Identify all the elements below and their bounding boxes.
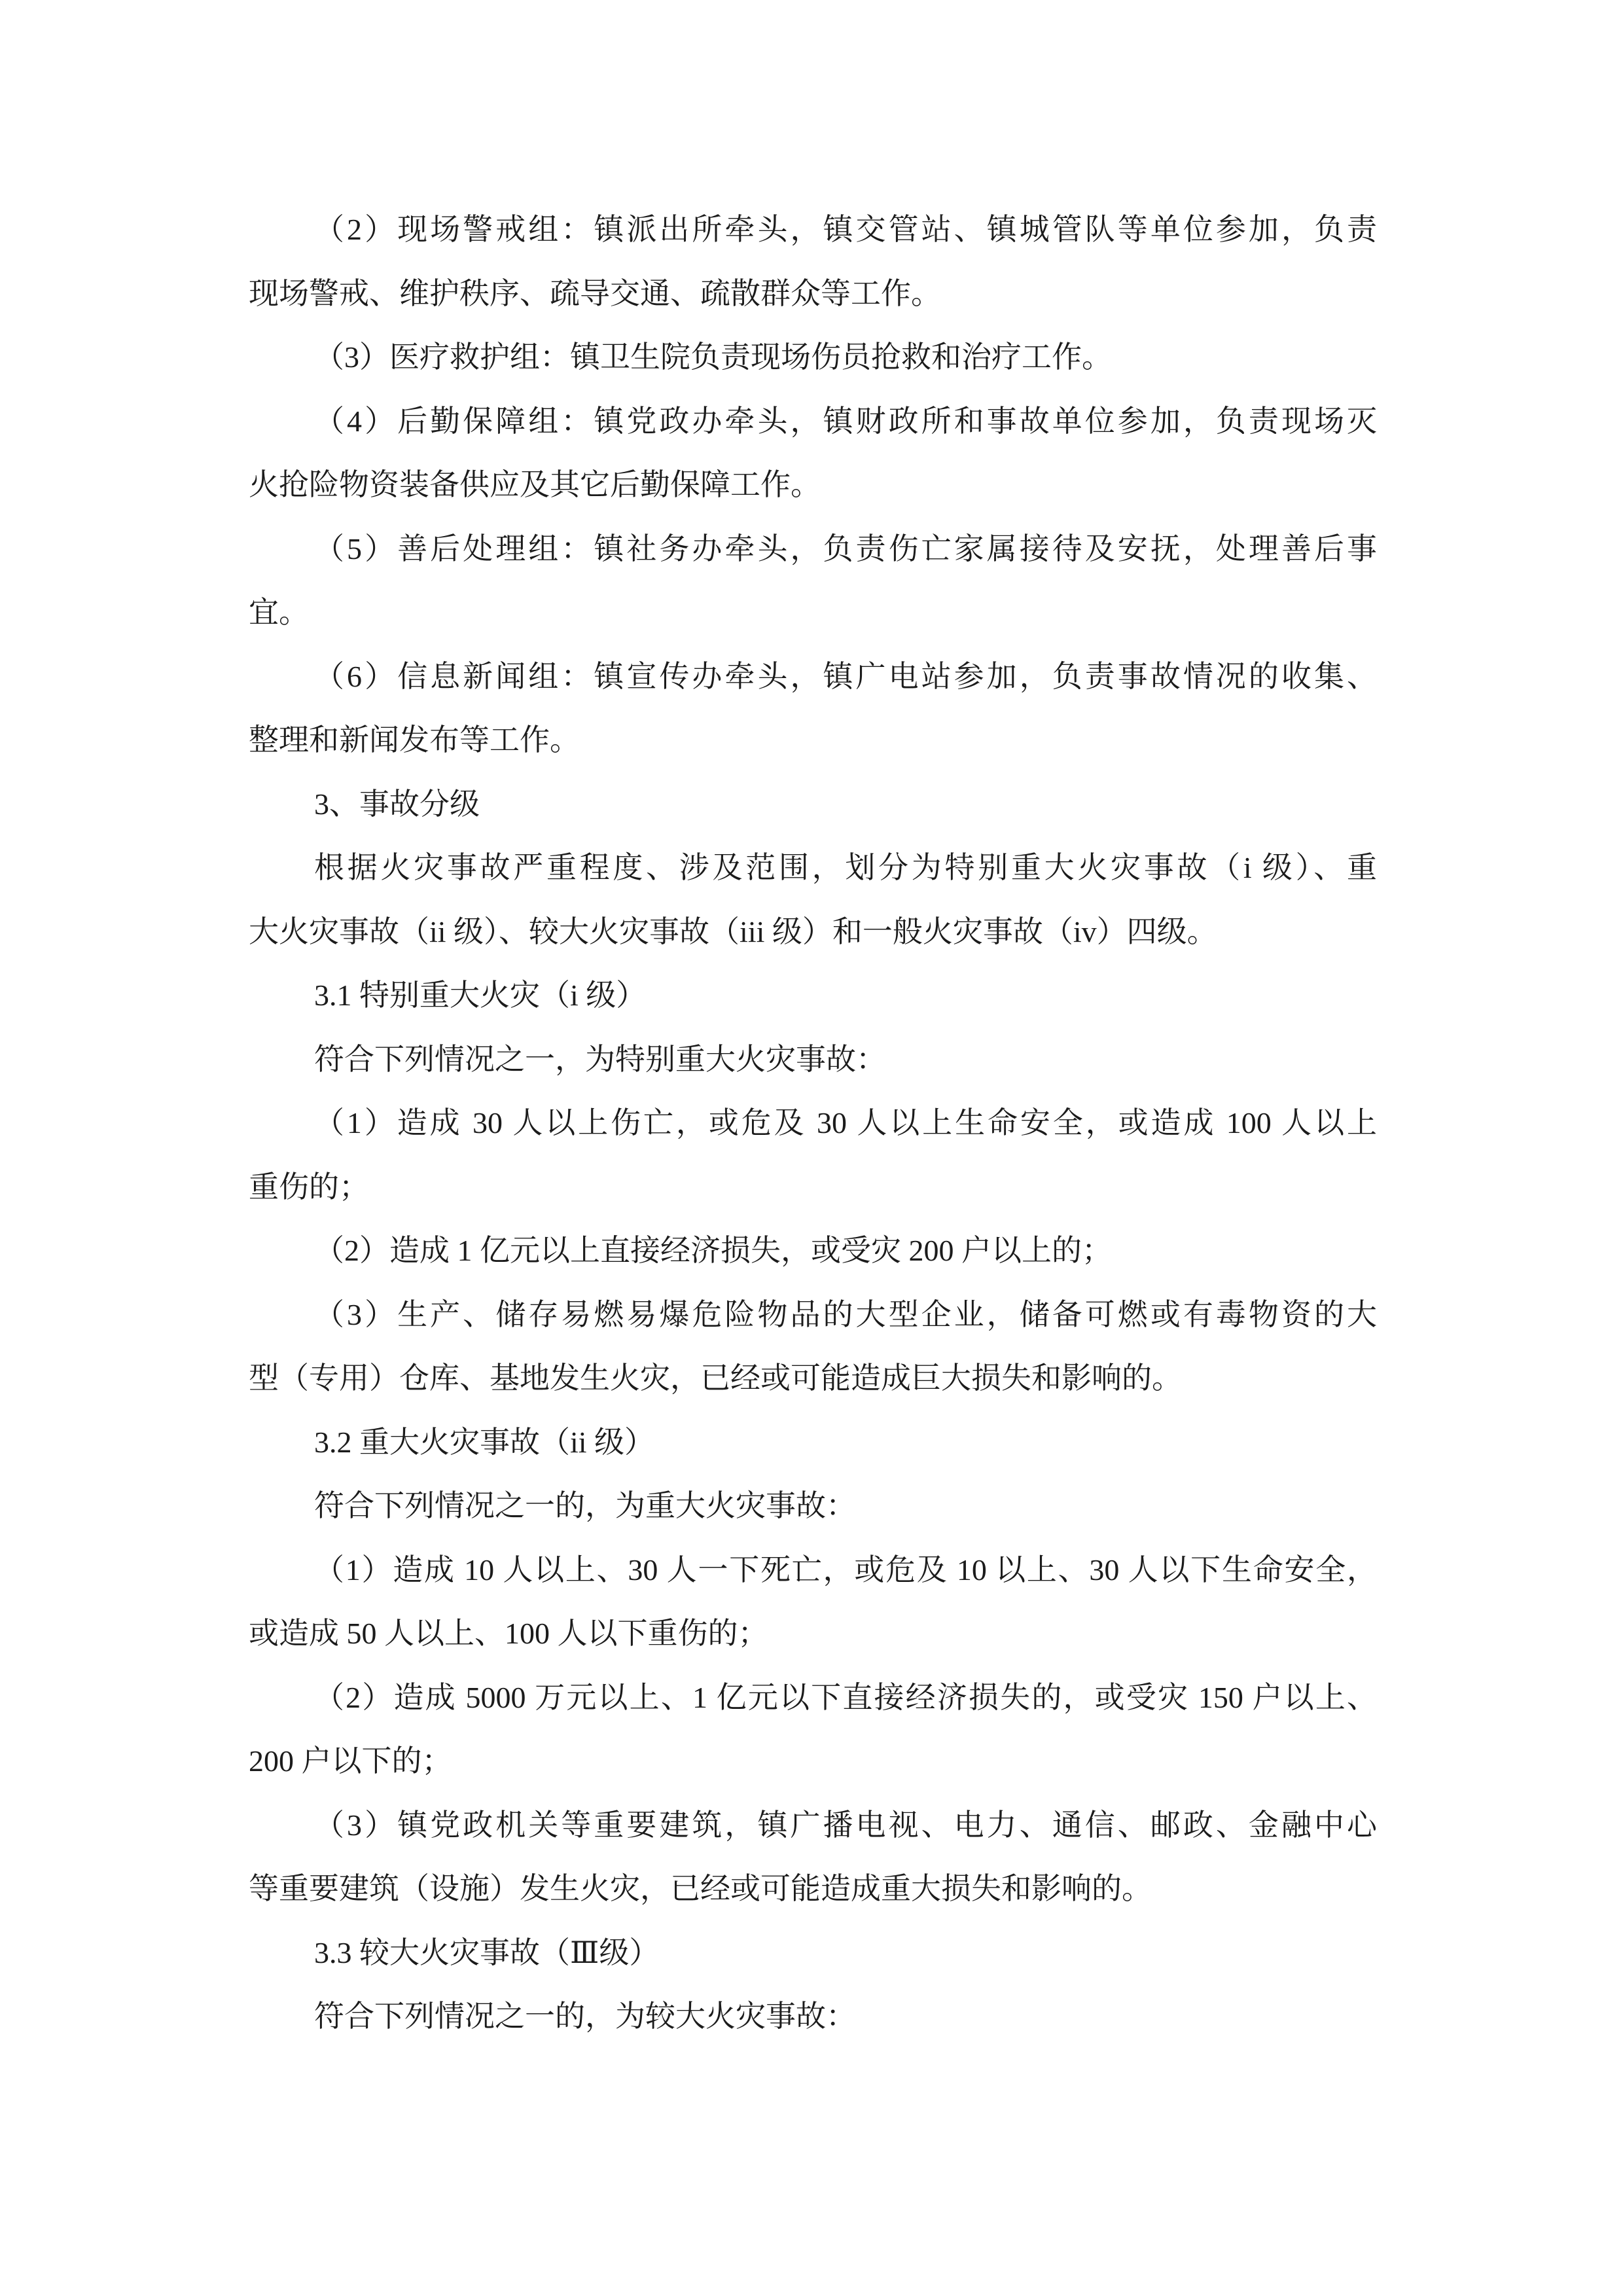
heading-line: 3、事故分级 [314, 787, 480, 821]
paragraph-logistics-group [249, 389, 1377, 517]
subheading-level-iii [249, 1921, 1377, 1985]
paragraph-line: 符合下列情况之一，为特别重大火灾事故： [314, 1042, 886, 1076]
paragraph-line: （2）造成 5000 万元以上、1 亿元以下直接经济损失的，或受灾 150 户以上、 [314, 1680, 1377, 1714]
paragraph-medical-group [249, 325, 1377, 389]
paragraph-line: （2）现场警戒组：镇派出所牵头，镇交管站、镇城管队等单位参加，负责 [314, 213, 1377, 246]
paragraph-line: 200 户以下的； [249, 1744, 452, 1778]
paragraph-line: （3）镇党政机关等重要建筑，镇广播电视、电力、通信、邮政、金融中心 [314, 1808, 1377, 1842]
section-heading-accident-grading [249, 772, 1377, 836]
paragraph-level-i-item-1 [249, 1091, 1377, 1219]
paragraph-line: 现场警戒、维护秩序、疏导交通、疏散群众等工作。 [249, 276, 941, 310]
subheading-level-ii [249, 1410, 1377, 1475]
paragraph-line: 型（专用）仓库、基地发生火灾，已经或可能造成巨大损失和影响的。 [249, 1361, 1182, 1395]
paragraph-line: （5）善后处理组：镇社务办牵头，负责伤亡家属接待及安抚，处理善后事 [314, 531, 1377, 565]
paragraph-level-i-intro [249, 1028, 1377, 1092]
paragraph-line: 大火灾事故（ii 级）、较大火灾事故（iii 级）和一般火灾事故（iv）四级。 [249, 914, 1217, 948]
paragraph-line: 根据火灾事故严重程度、涉及范围，划分为特别重大火灾事故（i 级）、重 [314, 851, 1377, 884]
paragraph-line: （3）生产、储存易燃易爆危险物品的大型企业，储备可燃或有毒物资的大 [314, 1297, 1377, 1331]
paragraph-line: 整理和新闻发布等工作。 [249, 723, 580, 757]
paragraph-line: 符合下列情况之一的，为较大火灾事故： [314, 2000, 856, 2033]
paragraph-line: 火抢险物资装备供应及其它后勤保障工作。 [249, 468, 821, 501]
paragraph-line: 宜。 [249, 596, 309, 629]
paragraph-level-ii-item-3 [249, 1793, 1377, 1921]
paragraph-line: （6）信息新闻组：镇宣传办牵头，镇广电站参加，负责事故情况的收集、 [314, 659, 1377, 693]
paragraph-line: 或造成 50 人以上、100 人以下重伤的； [249, 1617, 768, 1650]
paragraph-level-ii-item-2 [249, 1666, 1377, 1793]
heading-line: 3.1 特别重大火灾（i 级） [314, 978, 647, 1012]
paragraph-level-i-item-2 [249, 1219, 1377, 1283]
paragraph-aftermath-group [249, 517, 1377, 645]
paragraph-level-ii-intro [249, 1474, 1377, 1538]
paragraph-grading-intro [249, 836, 1377, 963]
paragraph-level-i-item-3 [249, 1283, 1377, 1410]
paragraph-news-group [249, 645, 1377, 772]
paragraph-line: 符合下列情况之一的，为重大火灾事故： [314, 1489, 856, 1522]
heading-line: 3.3 较大火灾事故（Ⅲ级） [314, 1935, 660, 1969]
heading-line: 3.2 重大火灾事故（ii 级） [314, 1425, 655, 1459]
paragraph-line: 重伤的； [249, 1170, 369, 1204]
paragraph-line: 等重要建筑（设施）发生火灾，已经或可能造成重大损失和影响的。 [249, 1872, 1152, 1905]
paragraph-line: （1）造成 10 人以上、30 人一下死亡，或危及 10 以上、30 人以下生命安全， [314, 1552, 1377, 1587]
paragraph-level-iii-intro [249, 1984, 1377, 2049]
paragraph-level-ii-item-1 [249, 1538, 1377, 1666]
paragraph-security-group [249, 198, 1377, 325]
paragraph-line: （3）医疗救护组：镇卫生院负责现场伤员抢救和治疗工作。 [314, 340, 1112, 374]
paragraph-line: （4）后勤保障组：镇党政办牵头，镇财政所和事故单位参加，负责现场灭 [314, 404, 1377, 438]
subheading-level-i [249, 963, 1377, 1028]
paragraph-line: （1）造成 30 人以上伤亡，或危及 30 人以上生命安全，或造成 100 人以上 [314, 1106, 1377, 1139]
paragraph-line: （2）造成 1 亿元以上直接经济损失，或受灾 200 户以上的； [314, 1234, 1112, 1267]
document-page [249, 198, 1377, 2049]
